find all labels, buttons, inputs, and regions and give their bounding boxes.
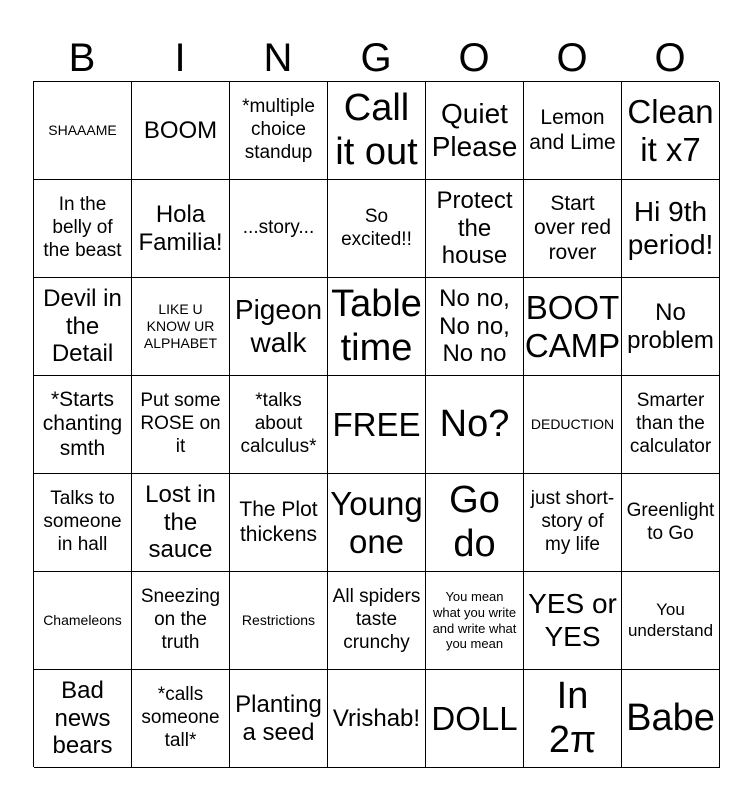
bingo-cell[interactable]: Pigeon walk bbox=[230, 278, 328, 376]
bingo-cell[interactable]: *talks about calculus* bbox=[230, 376, 328, 474]
bingo-cell[interactable]: Start over red rover bbox=[524, 180, 622, 278]
header-letter: N bbox=[263, 36, 293, 80]
bingo-cell[interactable]: Planting a seed bbox=[230, 670, 328, 768]
bingo-header bbox=[33, 34, 719, 82]
bingo-cell[interactable]: Sneezing on the truth bbox=[132, 572, 230, 670]
bingo-cell[interactable]: You mean what you write and write what you mean bbox=[426, 572, 524, 670]
bingo-cell[interactable]: YES or YES bbox=[524, 572, 622, 670]
bingo-cell[interactable]: Hi 9th period! bbox=[622, 180, 720, 278]
bingo-cell[interactable]: just short-story of my life bbox=[524, 474, 622, 572]
header-letter: I bbox=[174, 36, 186, 80]
bingo-cell[interactable]: LIKE U KNOW UR ALPHABET bbox=[132, 278, 230, 376]
bingo-cell[interactable]: Table time bbox=[328, 278, 426, 376]
bingo-cell[interactable]: Lost in the sauce bbox=[132, 474, 230, 572]
bingo-cell[interactable]: In 2π bbox=[524, 670, 622, 768]
bingo-cell[interactable]: Protect the house bbox=[426, 180, 524, 278]
bingo-cell[interactable]: ...story... bbox=[230, 180, 328, 278]
bingo-cell[interactable]: No? bbox=[426, 376, 524, 474]
bingo-cell[interactable]: Restrictions bbox=[230, 572, 328, 670]
bingo-cell[interactable]: DOLL bbox=[426, 670, 524, 768]
bingo-cell[interactable]: The Plot thickens bbox=[230, 474, 328, 572]
bingo-cell[interactable]: FREE bbox=[328, 376, 426, 474]
bingo-cell[interactable]: Babe bbox=[622, 670, 720, 768]
bingo-cell[interactable]: Go do bbox=[426, 474, 524, 572]
bingo-cell[interactable]: Devil in the Detail bbox=[34, 278, 132, 376]
bingo-cell[interactable]: Hola Familia! bbox=[132, 180, 230, 278]
header-letter: B bbox=[68, 36, 96, 80]
bingo-cell[interactable]: Smarter than the calculator bbox=[622, 376, 720, 474]
bingo-cell[interactable]: Call it out bbox=[328, 82, 426, 180]
bingo-cell[interactable]: No no, No no, No no bbox=[426, 278, 524, 376]
bingo-cell[interactable]: Put some ROSE on it bbox=[132, 376, 230, 474]
bingo-cell[interactable]: Quiet Please bbox=[426, 82, 524, 180]
bingo-cell[interactable]: *calls someone tall* bbox=[132, 670, 230, 768]
bingo-cell[interactable]: Greenlight to Go bbox=[622, 474, 720, 572]
bingo-cell[interactable]: Vrishab! bbox=[328, 670, 426, 768]
bingo-cell[interactable]: Talks to someone in hall bbox=[34, 474, 132, 572]
header-letter: O bbox=[556, 36, 588, 80]
bingo-cell[interactable]: Chameleons bbox=[34, 572, 132, 670]
bingo-board bbox=[33, 81, 719, 767]
bingo-cell[interactable]: *multiple choice standup bbox=[230, 82, 328, 180]
bingo-cell[interactable]: In the belly of the beast bbox=[34, 180, 132, 278]
bingo-cell[interactable]: Lemon and Lime bbox=[524, 82, 622, 180]
bingo-cell[interactable]: All spiders taste crunchy bbox=[328, 572, 426, 670]
bingo-cell[interactable]: No problem bbox=[622, 278, 720, 376]
bingo-cell[interactable]: So excited!! bbox=[328, 180, 426, 278]
bingo-cell[interactable]: Young one bbox=[328, 474, 426, 572]
header-letter: G bbox=[360, 36, 392, 80]
bingo-cell[interactable]: DEDUCTION bbox=[524, 376, 622, 474]
bingo-cell[interactable]: Bad news bears bbox=[34, 670, 132, 768]
bingo-cell[interactable]: Clean it x7 bbox=[622, 82, 720, 180]
bingo-cell[interactable]: BOOM bbox=[132, 82, 230, 180]
bingo-cell[interactable]: You understand bbox=[622, 572, 720, 670]
bingo-cell[interactable]: BOOT CAMP bbox=[524, 278, 622, 376]
bingo-cell[interactable]: SHAAAME bbox=[34, 82, 132, 180]
header-letter: O bbox=[654, 36, 686, 80]
header-letter: O bbox=[458, 36, 490, 80]
bingo-cell[interactable]: *Starts chanting smth bbox=[34, 376, 132, 474]
